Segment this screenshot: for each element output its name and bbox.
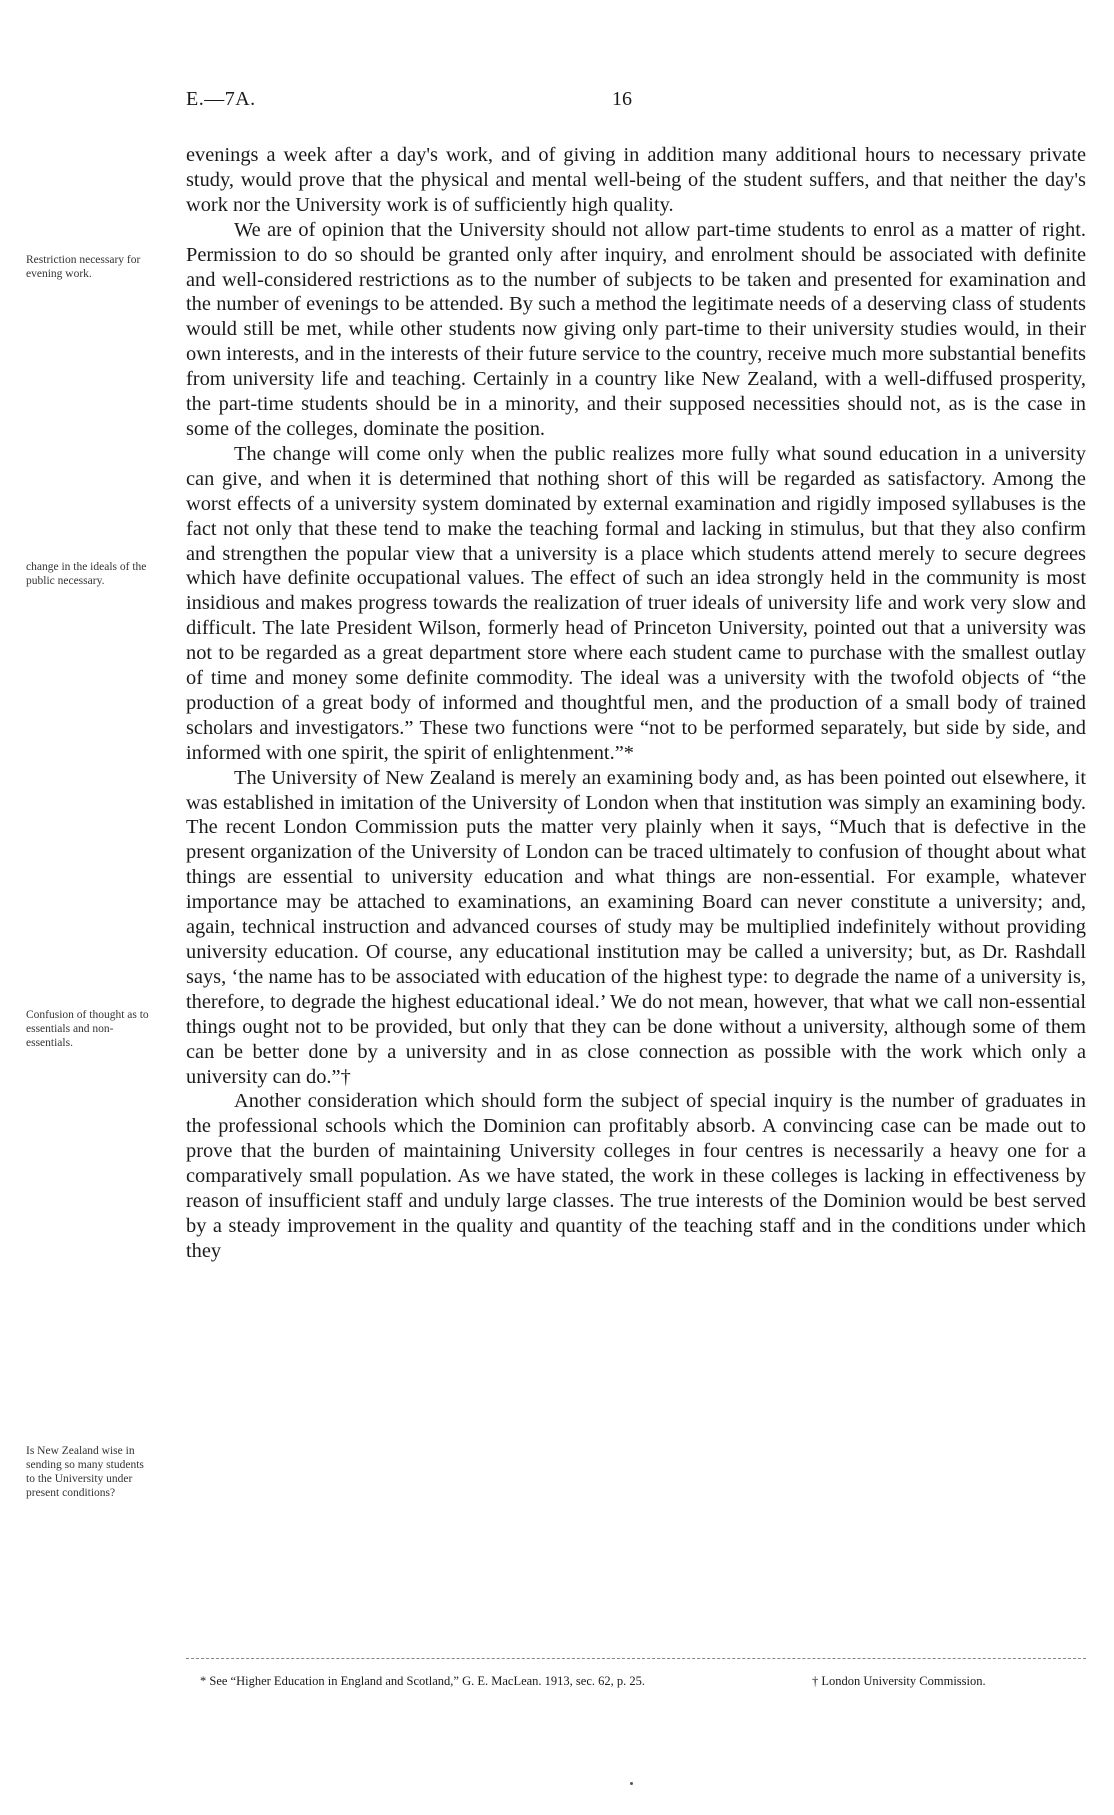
page-mark xyxy=(630,1782,633,1785)
body-text xyxy=(186,143,1086,1264)
footnote-divider xyxy=(186,1658,1086,1659)
paragraph: We are of opinion that the University should not allow part-time students to enrol as a matter of right. Permission to do so should be granted only after inquiry, and enrolment should be associated with definite and well-considered restrictions as to the number of subjects to be taken and presented for examination and the number of evenings to be attended. By such a method the legitimate needs of a deserving class of students would still be met, while other students now giving only part-time to their university studies would, in their own interests, and in the interests of their future service to the country, receive much more substantial benefits from university life and teaching. Certainly in a country like New Zealand, with a well-diffused prosperity, the part-time students should be in a minority, and their supposed necessities should not, as is the case in some of the colleges, dominate the position. xyxy=(186,218,1086,440)
paragraph: evenings a week after a day's work, and of giving in addition many additional hours to necessary private study, would prove that the physical and mental well-being of the student suffers, and that neither the day's work nor the University work is of sufficiently high quality. xyxy=(186,144,1086,216)
paragraph: The University of New Zealand is merely an examining body and, as has been pointed out elsewhere, it was established in imitation of the University of London when that institution was simply an examining body. The recent London Commission puts the matter very plainly when it says, “Much that is defective in the present organization of the University of London can be traced ultimately to confusion of thought about what things are essential to university education and what things are non-essential. For example, whatever importance may be attached to examinations, an examining Board can never constitute a university; and, again, technical instruction and advanced courses of study may be multiplied indefinitely without providing university education. Of course, any educational institution may be called a university; but, as Dr. Rashdall says, ‘the name has to be associated with education of the highest type: to degrade the name of a university is, therefore, to degrade the highest educational ideal.’ We do not mean, however, that what we call non-essential things ought not to be provided, but only that they can be done without a university, although some of them can be better done by a university and in as close connection as possible with the work which only a university can do.”† xyxy=(186,766,1086,1088)
paragraph: The change will come only when the public realizes more fully what sound education in a university can give, and when it is determined that nothing short of this will be regarded as satisfactory. Among the worst effects of a university system dominated by external examination and rigidly imposed syllabuses is the fact not only that these tend to make the teaching formal and lacking in stimulus, but that they also confirm and strengthen the popular view that a university is a place which students attend merely to secure degrees which have definite occupational values. The effect of such an idea strongly held in the community is most insidious and makes progress towards the realization of truer ideals of university life and work very slow and difficult. The late President Wilson, formerly head of Princeton University, pointed out that a university was not to be regarded as a great department store where each student came to purchase with the smallest outlay of time and money some definite commodity. The ideal was a university with the twofold objects of “the production of a great body of informed and thoughtful men, and the production of a small body of trained scholars and investigators.” These two functions were “not to be performed separately, but side by side, and informed with one spirit, the spirit of enlightenment.”* xyxy=(186,442,1086,764)
document-reference: E.—7A. xyxy=(186,88,256,110)
margin-note: Is New Zealand wise in sending so many students to the University under present conditions? xyxy=(26,1445,144,1499)
margin-note: Confusion of thought as to essentials and non-essentials. xyxy=(26,1009,149,1049)
margin-note: change in the ideals of the public necessary. xyxy=(26,561,147,587)
paragraph: Another consideration which should form the subject of special inquiry is the number of graduates in the professional schools which the Dominion can profitably absorb. A convincing case can be made out to prove that the burden of maintaining University colleges in four centres is necessarily a heavy one for a comparatively small population. As we have stated, the work in these colleges is lacking in effectiveness by reason of insufficient staff and unduly large classes. The true interests of the Dominion would be best served by a steady improvement in the quality and quantity of the teaching staff and in the conditions under which they xyxy=(186,1090,1086,1262)
margin-note: Restriction necessary for evening work. xyxy=(26,254,141,280)
page-number: 16 xyxy=(612,88,632,110)
footnote: * See “Higher Education in England and Scotland,” G. E. MacLean. 1913, sec. 62, p. 25. xyxy=(200,1674,646,1688)
page-header xyxy=(186,88,1086,118)
footnote: † London University Commission. xyxy=(812,1674,986,1688)
